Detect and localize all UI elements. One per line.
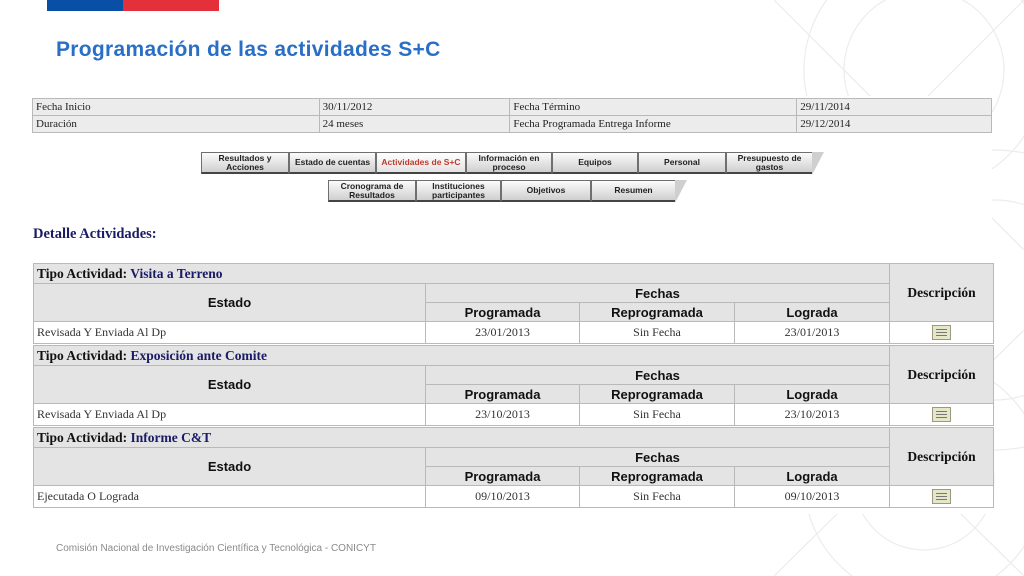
screenshot-panel xyxy=(32,96,992,514)
activity-data-row xyxy=(34,322,994,344)
reprogramada-header: Reprogramada xyxy=(580,303,735,322)
lograda-header: Lograda xyxy=(735,467,890,486)
activity-type-label: Tipo Actividad: xyxy=(37,265,128,281)
descripcion-header: Descripción xyxy=(890,346,994,404)
lograda-value: 23/01/2013 xyxy=(735,322,890,344)
entrega-value: 29/12/2014 xyxy=(797,116,992,133)
activity-table xyxy=(33,427,994,508)
programada-header: Programada xyxy=(426,467,580,486)
slide-title: Programación de las actividades S+C xyxy=(56,38,441,61)
project-info-row xyxy=(33,99,992,116)
descripcion-cell xyxy=(890,404,994,426)
activity-data-row xyxy=(34,404,994,426)
lograda-header: Lograda xyxy=(735,303,890,322)
tab-objetivos[interactable]: Objetivos xyxy=(501,180,591,202)
estado-header: Estado xyxy=(34,284,426,322)
fecha-inicio-label: Fecha Inicio xyxy=(33,99,320,116)
activity-type-cell xyxy=(34,264,890,284)
tab-presupuesto-gastos[interactable]: Presupuesto de gastos xyxy=(726,152,812,174)
reprogramada-value: Sin Fecha xyxy=(580,486,735,508)
entrega-label: Fecha Programada Entrega Informe xyxy=(510,116,797,133)
reprogramada-value: Sin Fecha xyxy=(580,322,735,344)
programada-value: 09/10/2013 xyxy=(426,486,580,508)
activity-type-value: Informe C&T xyxy=(130,429,212,445)
programada-header: Programada xyxy=(426,303,580,322)
lograda-value: 09/10/2013 xyxy=(735,486,890,508)
tab-equipos[interactable]: Equipos xyxy=(552,152,638,174)
slide-footer: Comisión Nacional de Investigación Científica y Tecnológica - CONICYT xyxy=(56,543,376,554)
tab-personal[interactable]: Personal xyxy=(638,152,726,174)
tab-actividades-sc[interactable]: Actividades de S+C xyxy=(376,152,466,174)
document-icon[interactable] xyxy=(932,407,951,422)
descripcion-header: Descripción xyxy=(890,428,994,486)
estado-value: Ejecutada O Lograda xyxy=(34,486,426,508)
programada-value: 23/01/2013 xyxy=(426,322,580,344)
lograda-header: Lograda xyxy=(735,385,890,404)
reprogramada-value: Sin Fecha xyxy=(580,404,735,426)
fechas-header: Fechas xyxy=(426,366,890,385)
descripcion-cell xyxy=(890,486,994,508)
tab-informacion-proceso[interactable]: Información en proceso xyxy=(466,152,552,174)
descripcion-cell xyxy=(890,322,994,344)
estado-header: Estado xyxy=(34,366,426,404)
tab-estado-cuentas[interactable]: Estado de cuentas xyxy=(289,152,376,174)
tab-instituciones-participantes[interactable]: Instituciones participantes xyxy=(416,180,501,202)
duracion-label: Duración xyxy=(33,116,320,133)
activity-type-label: Tipo Actividad: xyxy=(37,429,128,445)
activity-type-cell xyxy=(34,346,890,366)
document-icon[interactable] xyxy=(932,489,951,504)
fecha-termino-label: Fecha Término xyxy=(510,99,797,116)
reprogramada-header: Reprogramada xyxy=(580,385,735,404)
estado-value: Revisada Y Enviada Al Dp xyxy=(34,404,426,426)
project-info-table xyxy=(32,98,992,133)
estado-value: Revisada Y Enviada Al Dp xyxy=(34,322,426,344)
lograda-value: 23/10/2013 xyxy=(735,404,890,426)
tab-resumen[interactable]: Resumen xyxy=(591,180,675,202)
tab-resultados-acciones[interactable]: Resultados y Acciones xyxy=(201,152,289,174)
fecha-termino-value: 29/11/2014 xyxy=(797,99,992,116)
section-heading: Detalle Actividades: xyxy=(33,226,157,242)
estado-header: Estado xyxy=(34,448,426,486)
flag-color-bar xyxy=(47,0,219,11)
activity-type-label: Tipo Actividad: xyxy=(37,347,128,363)
activity-type-value: Exposición ante Comite xyxy=(130,347,268,363)
tab-cronograma-resultados[interactable]: Cronograma de Resultados xyxy=(328,180,416,202)
fechas-header: Fechas xyxy=(426,284,890,303)
activity-table xyxy=(33,345,994,426)
document-icon[interactable] xyxy=(932,325,951,340)
activity-type-cell xyxy=(34,428,890,448)
programada-header: Programada xyxy=(426,385,580,404)
project-info-row xyxy=(33,116,992,133)
descripcion-header: Descripción xyxy=(890,264,994,322)
duracion-value: 24 meses xyxy=(319,116,510,133)
reprogramada-header: Reprogramada xyxy=(580,467,735,486)
flag-red-segment xyxy=(123,0,219,11)
activity-type-value: Visita a Terreno xyxy=(130,265,223,281)
activity-table xyxy=(33,263,994,344)
fechas-header: Fechas xyxy=(426,448,890,467)
flag-blue-segment xyxy=(47,0,123,11)
programada-value: 23/10/2013 xyxy=(426,404,580,426)
activity-data-row xyxy=(34,486,994,508)
fecha-inicio-value: 30/11/2012 xyxy=(319,99,510,116)
